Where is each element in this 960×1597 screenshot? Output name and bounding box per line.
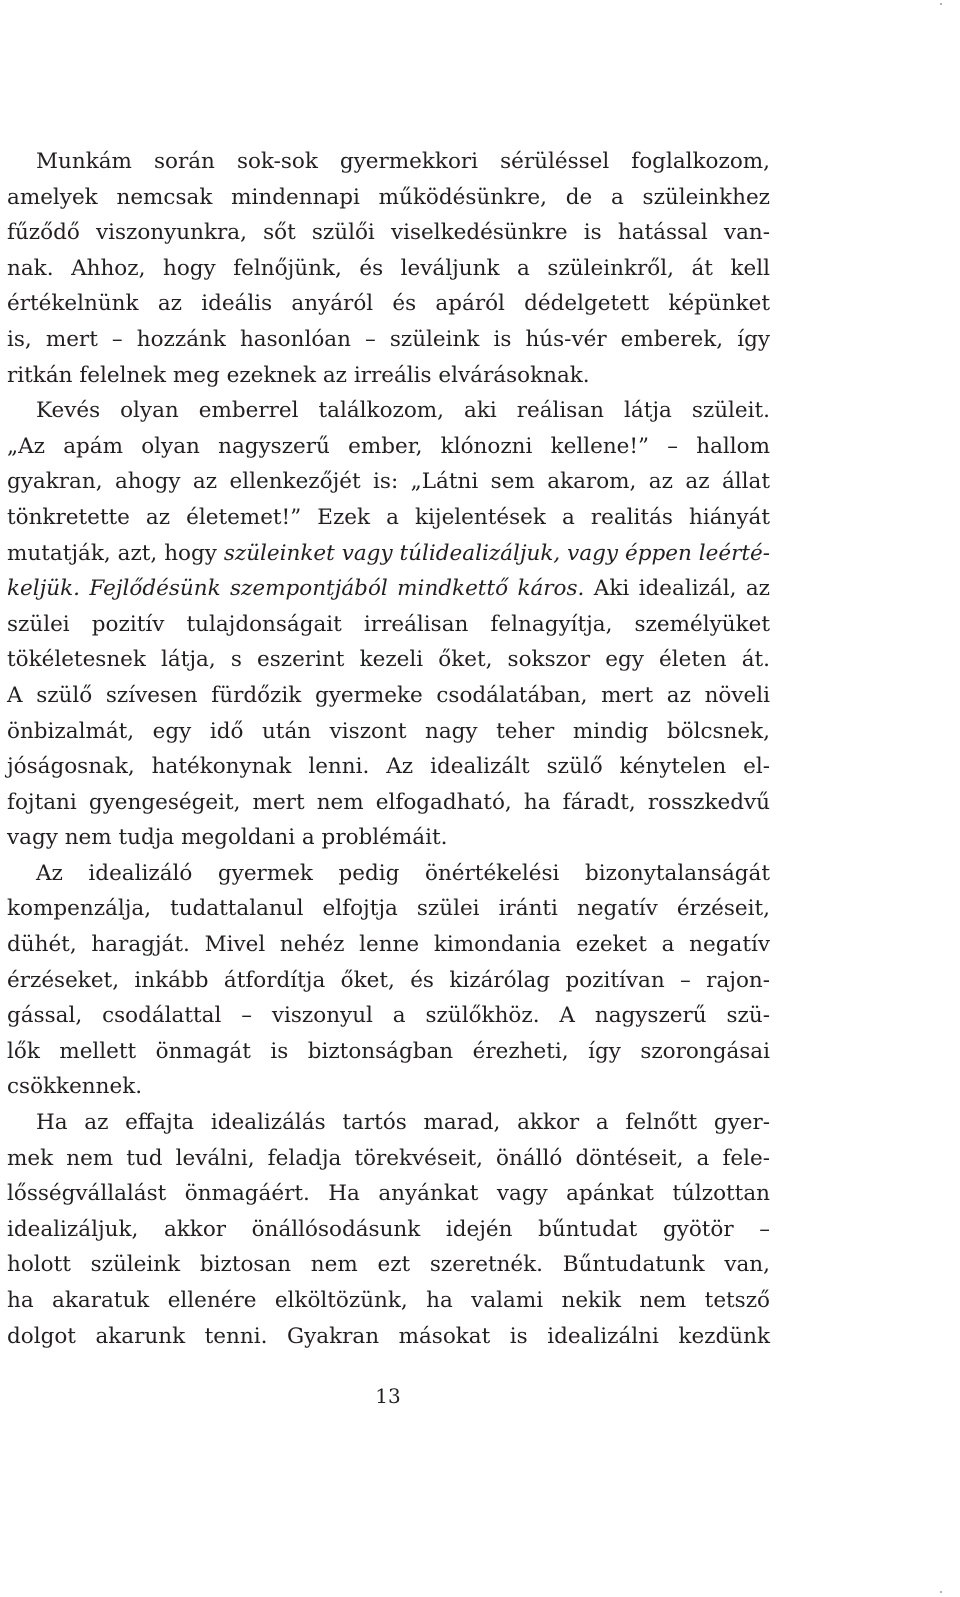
- text-line: [7, 927, 770, 963]
- text-segment: önbizalmát, egy idő után viszont nagy teher mindig bölcsnek,: [7, 718, 770, 744]
- text-segment: csökkennek.: [7, 1074, 143, 1100]
- text-line: [7, 1247, 770, 1283]
- text-line: [7, 1319, 770, 1355]
- text-segment: dolgot akarunk tenni. Gyakran másokat is idealizálni kezdünk: [7, 1323, 770, 1349]
- text-segment: nak. Ahhoz, hogy felnőjünk, és leváljunk a szüleinkről, át kell: [7, 255, 770, 281]
- text-segment: is, mert – hozzánk hasonlóan – szüleink is hús-vér emberek, így: [7, 326, 770, 352]
- italic-text: szüleinket vagy túlidealizáljuk, vagy éppen leérté-: [223, 540, 770, 566]
- text-line: [7, 286, 770, 322]
- text-segment: gyakran, ahogy az ellenkezőjét is: „Látni sem akarom, az az állat: [7, 469, 770, 495]
- text-segment: gással, csodálattal – viszonyul a szülőkhöz. A nagyszerű szü-: [7, 1003, 770, 1029]
- text-segment: mek nem tud leválni, feladja törekvéseit, önálló döntéseit, a fele-: [7, 1145, 770, 1171]
- text-segment: Kevés olyan emberrel találkozom, aki reálisan látja szüleit.: [36, 398, 770, 424]
- text-segment: lők mellett önmagát is biztonságban érezheti, így szorongásai: [7, 1038, 770, 1064]
- text-line: [7, 500, 770, 536]
- text-segment: „Az apám olyan nagyszerű ember, klónozni kellene!” – hallom: [7, 433, 770, 459]
- text-segment: Munkám során sok-sok gyermekkori sérüléssel foglalkozom,: [36, 149, 770, 174]
- text-line: [7, 678, 770, 714]
- text-line: [7, 607, 770, 643]
- italic-text: keljük. Fejlődésünk szempontjából mindkettő káros.: [7, 576, 585, 602]
- text-segment: vagy nem tudja megoldani a problémáit.: [7, 825, 448, 851]
- text-line: [7, 1141, 770, 1177]
- text-segment: lősségvállalást önmagáért. Ha anyánkat vagy apánkat túlzottan: [7, 1181, 770, 1207]
- text-line: [7, 144, 770, 180]
- text-line: [7, 856, 770, 892]
- text-line: [7, 642, 770, 678]
- text-segment: értékelnünk az ideális anyáról és apáról dédelgetett képünket: [7, 291, 770, 317]
- text-segment: érzéseket, inkább átfordítja őket, és kizárólag pozitívan – rajon-: [7, 967, 770, 993]
- text-line: [7, 1212, 770, 1248]
- text-segment: Aki idealizál, az: [584, 576, 770, 602]
- scan-mark-bottom: [940, 1591, 942, 1593]
- text-line: [7, 1283, 770, 1319]
- text-line: [7, 1176, 770, 1212]
- text-segment: tönkretette az életemet!” Ezek a kijelentések a realitás hiányát: [7, 504, 770, 530]
- text-line: [7, 749, 770, 785]
- text-line: [7, 536, 770, 572]
- text-line: [7, 785, 770, 821]
- text-segment: tökéletesnek látja, s eszerint kezeli őket, sokszor egy életen át.: [7, 647, 770, 673]
- text-line: [7, 464, 770, 500]
- text-segment: holott szüleink biztosan nem ezt szeretnék. Bűntudatunk van,: [7, 1252, 770, 1278]
- text-segment: jóságosnak, hatékonynak lenni. Az idealizált szülő kénytelen el-: [7, 754, 770, 780]
- text-line: [7, 891, 770, 927]
- text-line: [7, 358, 770, 394]
- text-line: [7, 820, 770, 856]
- scan-mark-top: [940, 3, 942, 5]
- text-segment: kompenzálja, tudattalanul elfojtja szülei iránti negatív érzéseit,: [7, 896, 770, 922]
- text-line: [7, 571, 770, 607]
- text-line: [7, 963, 770, 999]
- text-line: [7, 251, 770, 287]
- text-segment: dühét, haragját. Mivel nehéz lenne kimondania ezeket a negatív: [7, 932, 770, 958]
- text-line: [7, 1105, 770, 1141]
- text-line: [7, 322, 770, 358]
- text-line: [7, 1034, 770, 1070]
- text-line: [7, 1069, 770, 1105]
- body-text: [7, 144, 770, 1354]
- text-segment: fojtani gyengeségeit, mert nem elfogadható, ha fáradt, rosszkedvű: [7, 789, 770, 815]
- text-segment: szülei pozitív tulajdonságait irreálisan felnagyítja, személyüket: [7, 611, 770, 637]
- text-segment: ha akaratuk ellenére elköltözünk, ha valami nekik nem tetsző: [7, 1288, 770, 1313]
- page-number: 13: [375, 1384, 401, 1408]
- text-segment: A szülő szívesen fürdőzik gyermeke csodálatában, mert az növeli: [7, 682, 770, 708]
- text-line: [7, 180, 770, 216]
- text-segment: ritkán felelnek meg ezeknek az irreális elvárásoknak.: [7, 362, 590, 388]
- text-segment: fűződő viszonyunkra, sőt szülői viselkedésünkre is hatással van-: [7, 220, 770, 246]
- text-segment: Ha az effajta idealizálás tartós marad, akkor a felnőtt gyer-: [36, 1110, 770, 1136]
- text-segment: amelyek nemcsak mindennapi működésünkre, de a szüleinkhez: [7, 184, 770, 210]
- text-segment: idealizáljuk, akkor önállósodásunk idején bűntudat gyötör –: [7, 1216, 770, 1242]
- text-segment: mutatják, azt, hogy: [7, 540, 224, 566]
- text-line: [7, 429, 770, 465]
- text-line: [7, 998, 770, 1034]
- text-line: [7, 215, 770, 251]
- text-segment: Az idealizáló gyermek pedig önértékelési bizonytalanságát: [36, 860, 770, 886]
- text-line: [7, 393, 770, 429]
- text-line: [7, 714, 770, 750]
